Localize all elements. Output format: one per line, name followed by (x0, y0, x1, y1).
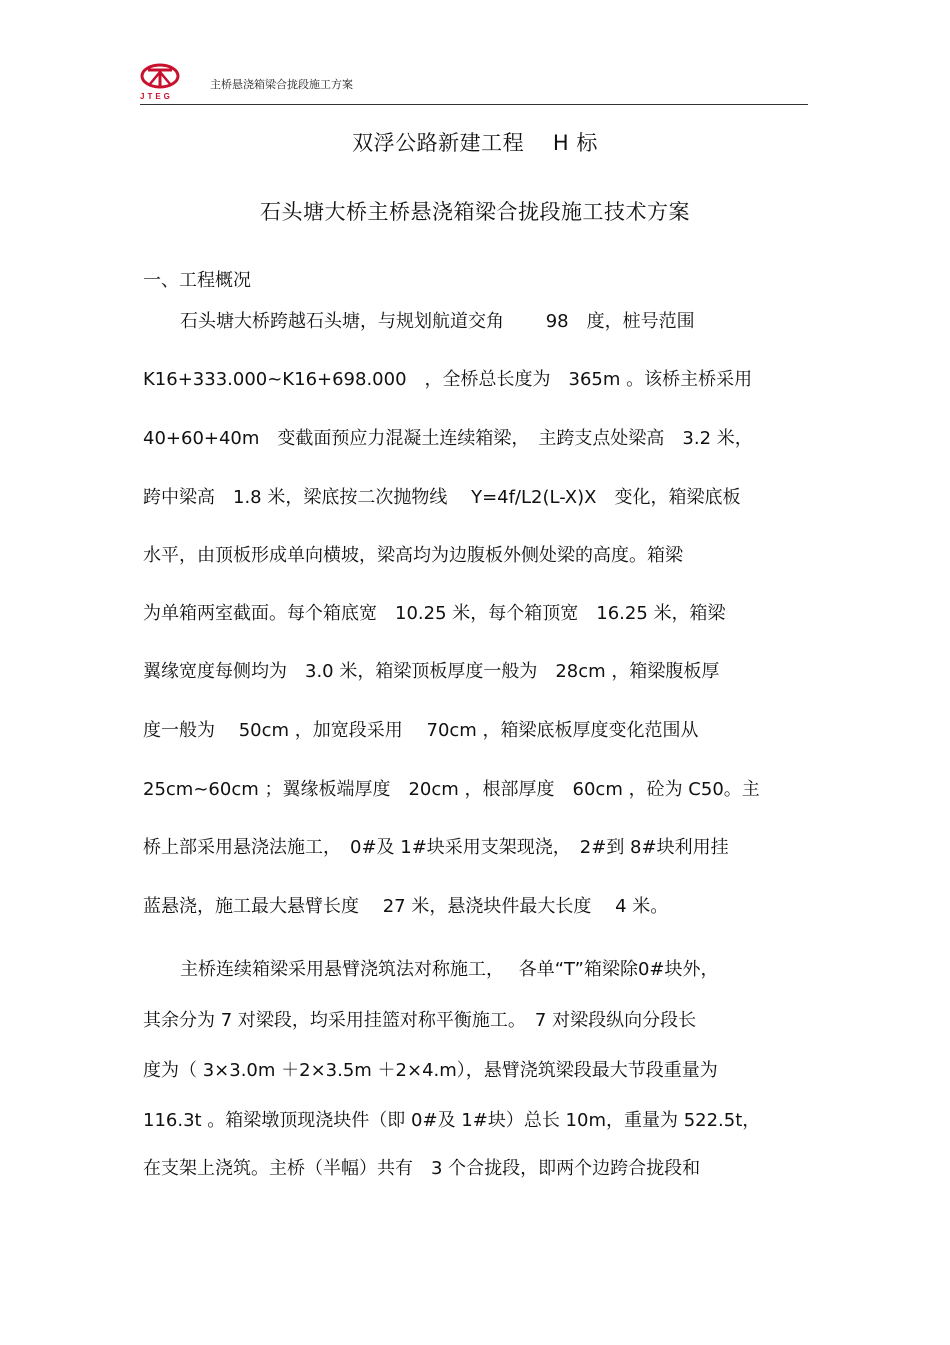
paragraph-line: 116.3t 。箱梁墩顶现浇块件（即 0#及 1#块）总长 10m，重量为 522.5t， (143, 1110, 761, 1131)
paragraph-line: 40+60+40m 变截面预应力混凝土连续箱梁， 主跨支点处梁高 3.2 米， (143, 428, 753, 449)
section-heading: 一、工程概况 (143, 270, 251, 291)
paragraph-line: K16+333.000~K16+698.000 ，全桥总长度为 365m 。该桥主桥采用 (143, 369, 753, 390)
paragraph-line: 蓝悬浇，施工最大悬臂长度 27 米，悬浇块件最大长度 4 米。 (143, 896, 669, 917)
paragraph-line: 石头塘大桥跨越石头塘，与规划航道交角 98 度，桩号范围 (180, 311, 695, 332)
paragraph-line: 主桥连续箱梁采用悬臂浇筑法对称施工， 各单“T”箱梁除0#块外， (180, 959, 719, 980)
paragraph-line: 度一般为 50cm ，加宽段采用 70cm ，箱梁底板厚度变化范围从 (143, 720, 699, 741)
paragraph-line: 在支架上浇筑。主桥（半幅）共有 3 个合拢段，即两个边跨合拢段和 (143, 1158, 701, 1179)
running-header-title: 主桥悬浇箱梁合拢段施工方案 (210, 78, 353, 91)
paragraph-line: 桥上部采用悬浇法施工， 0#及 1#块采用支架现浇， 2#到 8#块利用挂 (143, 837, 729, 858)
document-title-line1: 双浮公路新建工程 H 标 (352, 131, 598, 155)
header-divider (140, 104, 808, 105)
paragraph-line: 水平，由顶板形成单向横坡，梁高均为边腹板外侧处梁的高度。箱梁 (143, 545, 683, 566)
page-header (138, 58, 808, 106)
paragraph-line: 25cm~60cm ；翼缘板端厚度 20cm ，根部厚度 60cm ，砼为 C50。主 (143, 779, 760, 800)
logo-text: JTEG (140, 92, 173, 101)
paragraph-line: 度为（ 3×3.0m ＋2×3.5m ＋2×4.m），悬臂浇筑梁段最大节段重量为 (143, 1060, 718, 1081)
paragraph-line: 翼缘宽度每侧均为 3.0 米，箱梁顶板厚度一般为 28cm ，箱梁腹板厚 (143, 661, 720, 682)
paragraph-line: 为单箱两室截面。每个箱底宽 10.25 米，每个箱顶宽 16.25 米，箱梁 (143, 603, 726, 624)
paragraph-line: 其余分为 7 对梁段，均采用挂篮对称平衡施工。 7 对梁段纵向分段长 (143, 1010, 697, 1031)
document-title-line2: 石头塘大桥主桥悬浇箱梁合拢段施工技术方案 (260, 200, 690, 224)
paragraph-line: 跨中梁高 1.8 米，梁底按二次抛物线 Y=4f/L2(L-X)X 变化，箱梁底板 (143, 487, 741, 508)
